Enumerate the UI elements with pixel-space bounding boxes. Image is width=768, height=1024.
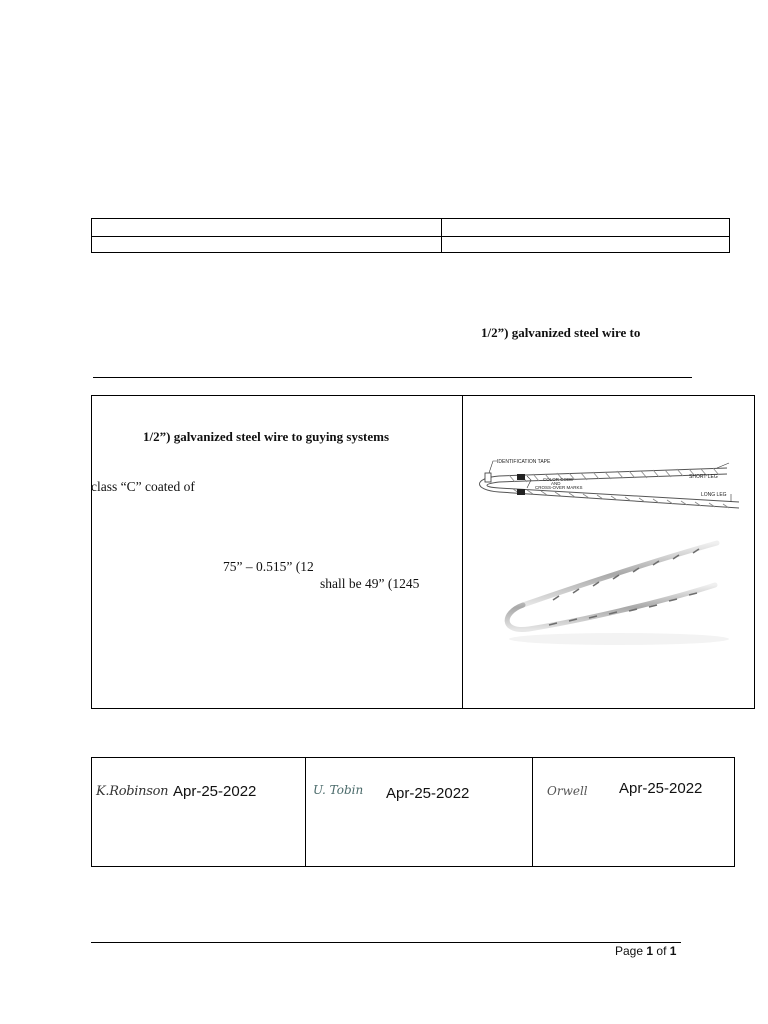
label-color-code: COLOR CODE [543, 477, 574, 482]
signature-tobin: U. Tobin [313, 783, 364, 797]
wire-lower-leg [507, 585, 715, 630]
approvals-table [91, 757, 735, 867]
label-crossover: CROSS-OVER MARKS [535, 485, 583, 490]
label-identification-tape: IDENTIFICATION TAPE [497, 459, 551, 465]
page-total: 1 [669, 944, 677, 958]
header-table-row-divider [92, 236, 729, 237]
approval-date-1: Apr-25-2022 [173, 783, 257, 800]
guy-grip-photo [489, 531, 751, 651]
spec-box-divider [462, 396, 463, 708]
approval-cell-1 [92, 758, 305, 866]
header-table-col-divider [441, 219, 442, 252]
identification-tape-mark [485, 473, 491, 482]
spec-line-diameter: 75” – 0.515” (12 [223, 559, 314, 574]
page-current: 1 [646, 944, 654, 958]
guy-grip-diagram [469, 454, 751, 516]
spec-line-length: shall be 49” (1245 [320, 576, 420, 591]
signature-orwell: Orwell [547, 784, 588, 798]
wire-shadow [509, 633, 729, 645]
spec-line-class: class “C” coated of [91, 479, 195, 494]
spec-title: 1/2”) galvanized steel wire to guying systems [143, 429, 390, 444]
approval-cell-2 [306, 758, 532, 866]
page-label: Page [615, 944, 644, 958]
header-table [91, 218, 730, 253]
label-short-leg: SHORT LEG [689, 474, 718, 480]
approval-date-3: Apr-25-2022 [619, 780, 703, 797]
section-heading: 1/2”) galvanized steel wire to [481, 325, 641, 340]
signature-robinson: K.Robinson [96, 784, 169, 799]
label-long-leg: LONG LEG [701, 492, 727, 498]
spec-box [91, 395, 755, 709]
section-rule [93, 377, 692, 378]
page-number [615, 944, 676, 958]
color-code-mark-lower [517, 489, 525, 495]
approval-date-2: Apr-25-2022 [386, 785, 470, 802]
color-code-mark-upper [517, 474, 525, 480]
footer-rule [91, 942, 681, 943]
approval-cell-3 [533, 758, 734, 866]
page-of: of [656, 944, 667, 958]
label-and: AND [551, 481, 561, 486]
